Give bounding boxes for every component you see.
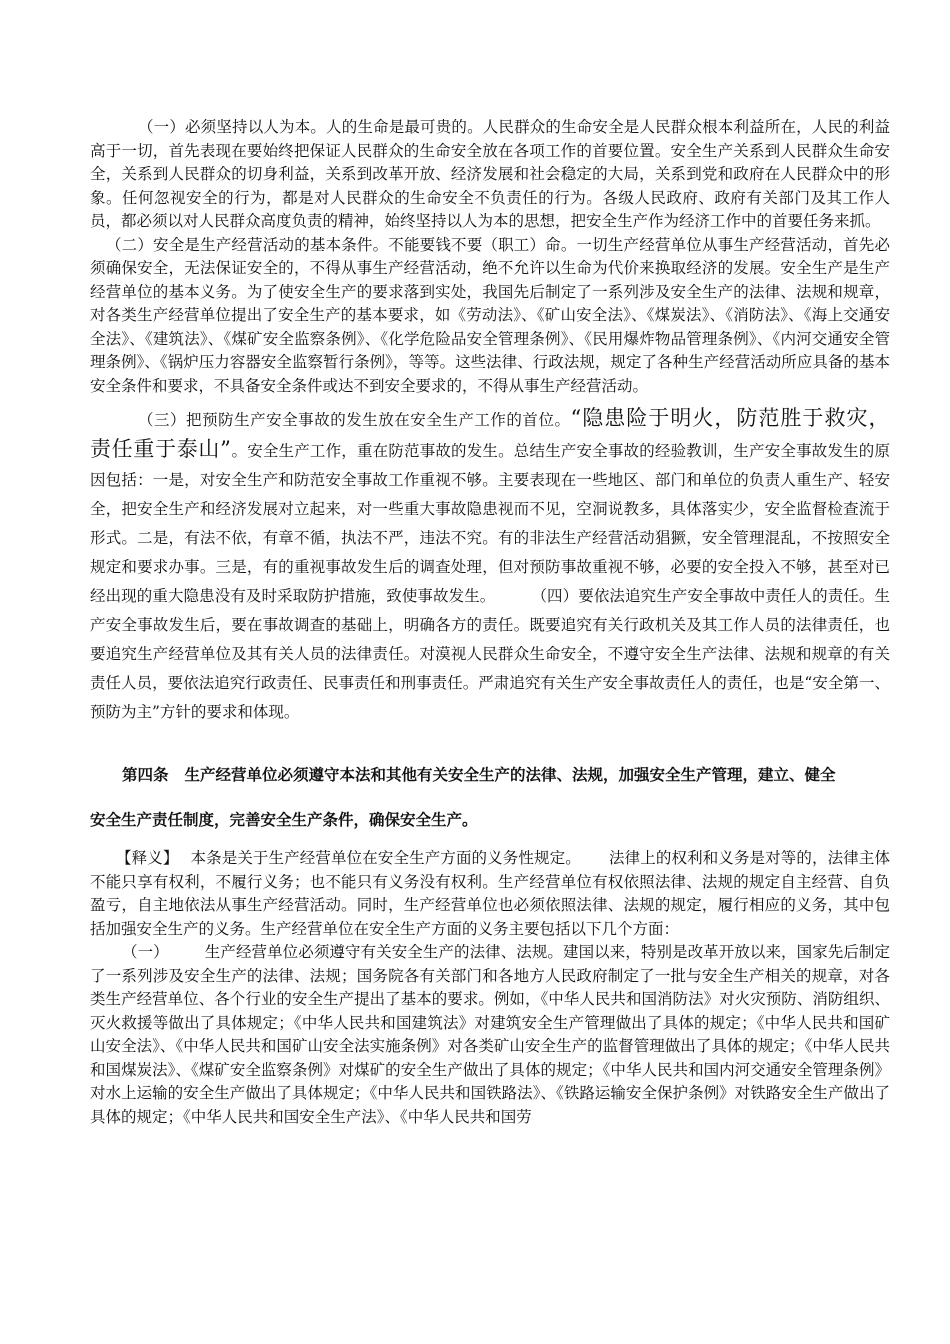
article-number: 第四条 bbox=[122, 766, 169, 784]
item-one-body: 生产经营单位必须遵守有关安全生产的法律、法规。建国以来，特别是改革开放以来，国家先后制定了一系列涉及安全生产的法律、法规；国务院各有关部门和各地方人民政府制定了一批与安全生产相关的规章，对各类生产经营单位、各个行业的安全生产提出了基本的要求。例如，《中华人民共和国消防法》对火灾预防、消防组织、灭火救援等做出了具体规定；《中华人民共和国建筑法》对建筑安全生产管理做出了具体的规定；《中华人民共和国矿山安全法》、《中华人民共和国矿山安全法实施条例》对各类矿山安全生产的监督管理做出了具体的规定；《中华人民共和国煤炭法》、《煤矿安全监察条例》对煤矿的安全生产做出了具体的规定；《中华人民共和国内河交通安全管理条例》对水上运输的安全生产做出了具体规定；《中华人民共和国铁路法》、《铁路运输安全保护条例》对铁路安全生产做出了具体的规定；《中华人民共和国安全生产法》、《中华人民共和国劳 bbox=[90, 943, 890, 1126]
principle-three-intro: （三）把预防生产安全事故的发生放在安全生产工作的首位。 bbox=[138, 411, 571, 429]
safety-slogan-quote: “隐患险于明火，防范胜于救灾，责任重于泰山” bbox=[90, 406, 890, 461]
article-four-line1: 生产经营单位必须遵守本法和其他有关安全生产的法律、法规，加强安全生产管理，建立、健全 bbox=[184, 766, 836, 784]
paragraph-principle-three bbox=[90, 404, 890, 727]
obligation-item-one bbox=[90, 941, 890, 1129]
principle-four-text: （四）要依法追究生产安全事故中责任人的责任。生产安全事故发生后，要在事故调查的基础上，明确各方的责任。既要追究有关行政机关及其工作人员的法律责任，也要追究生产经营单位及其有关人员的法律责任。对漠视人民群众生命安全，不遵守安全生产法律、法规和规章的有关责任人员，要依法追究行政责任、民事责任和刑事责任。严肃追究有关生产安全事故责任人的责任，也是“安全第一、预防为主”方针的要求和体现。 bbox=[90, 587, 890, 721]
paragraph-principle-one: （一）必须坚持以人为本。人的生命是最可贵的。人民群众的生命安全是人民群众根本利益所在，人民的利益高于一切，首先表现在要始终把保证人民群众的生命安全放在各项工作的首要位置。安全生产关系到人民群众生命安全，关系到人民群众的切身利益，关系到改革开放、经济发展和社会稳定的大局，关系到党和政府在人民群众中的形象。任何忽视安全的行为，都是对人民群众的生命安全不负责任的行为。各级人民政府、政府有关部门及其工作人员，都必须以对人民群众高度负责的精神，始终坚持以人为本的思想，把安全生产作为经济工作中的首要任务来抓。 bbox=[90, 118, 890, 230]
article-four-heading bbox=[90, 763, 890, 787]
article-four-heading-cont: 安全生产责任制度，完善安全生产条件，确保安全生产。 bbox=[90, 811, 478, 829]
interpretation-lead: 本条是关于生产经营单位在安全生产方面的义务性规定。 bbox=[190, 849, 581, 867]
interpretation-tag: 【释义】 bbox=[116, 849, 179, 867]
interpretation-body: 法律上的权利和义务是对等的，法律主体不能只享有权利，不履行义务；也不能只有义务没有权利。生产经营单位有权依照法律、法规的规定自主经营、自负盈亏，自主地依法从事生产经营活动。同时，生产经营单位也必须依照法律、法规的规定，履行相应的义务，其中包括加强安全生产的义务。生产经营单位在安全生产方面的义务主要包括以下几个方面： bbox=[90, 849, 890, 938]
paragraph-principle-two: （二）安全是生产经营活动的基本条件。不能要钱不要（职工）命。一切生产经营单位从事生产经营活动，首先必须确保安全，无法保证安全的，不得从事生产经营活动，绝不允许以生命为代价来换取经济的发展。安全生产是生产经营单位的基本义务。为了使安全生产的要求落到实处，我国先后制定了一系列涉及安全生产的法律、法规和规章，对各类生产经营单位提出了安全生产的基本要求，如《劳动法》、《矿山安全法》、《煤炭法》、《消防法》、《海上交通安全法》、《建筑法》、《煤矿安全监察条例》、《化学危险品安全管理条例》、《民用爆炸物品管理条例》、《内河交通安全管理条例》、《锅炉压力容器安全监察暂行条例》，等等。这些法律、行政法规，规定了各种生产经营活动所应具备的基本安全条件和要求，不具备安全条件或达不到安全要求的，不得从事生产经营活动。 bbox=[90, 235, 890, 395]
principle-three-body: 。安全生产工作，重在防范事故的发生。总结生产安全事故的经验教训，生产安全事故发生的原因包括：一是，对安全生产和防范安全事故工作重视不够。主要表现在一些地区、部门和单位的负责人重生产、轻安全，把安全生产和经济发展对立起来，对一些重大事故隐患视而不见，空洞说教多，具体落实少，安全监督检查流于形式。二是，有法不依，有章不循，执法不严，违法不究。有的非法生产经营活动猖獗，安全管理混乱，不按照安全规定和要求办事。三是，有的重视事故发生后的调查处理，但对预防事故重视不够，必要的安全投入不够，甚至对已经出现的重大隐患没有及时采取防护措施，致使事故发生。 bbox=[90, 442, 890, 605]
item-one-number: （一） bbox=[122, 943, 169, 961]
document-page bbox=[90, 116, 890, 1129]
interpretation-paragraph bbox=[90, 847, 890, 941]
